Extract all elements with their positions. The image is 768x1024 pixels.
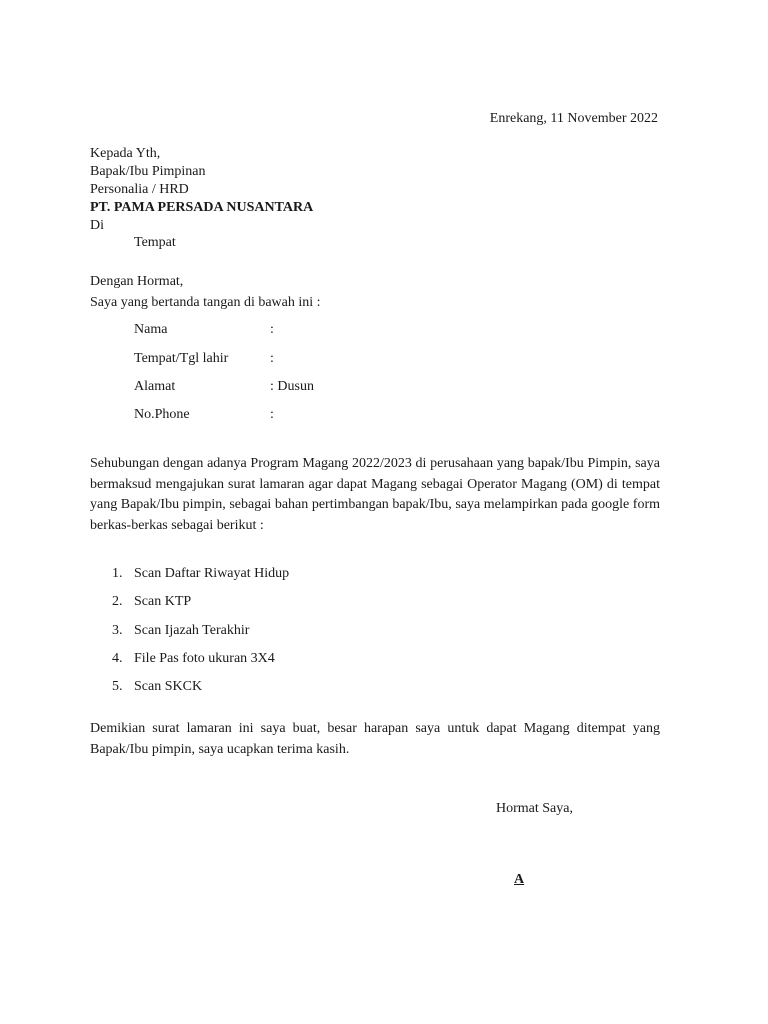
recipient-tempat: Tempat [134,235,176,250]
list-item-number: 2. [112,594,123,610]
field-label-ttl: Tempat/Tgl lahir [134,351,229,366]
recipient-line-2: Bapak/Ibu Pimpinan [90,164,206,179]
field-value-nama: : [270,322,274,337]
list-item-number: 1. [112,566,123,581]
list-item-text: Scan SKCK [134,679,203,695]
field-value-phone: : [270,407,274,422]
greeting: Dengan Hormat, [90,274,184,289]
letter-date: Enrekang, 11 November 2022 [489,111,658,126]
closing-paragraph: Demikian surat lamaran ini saya buat, besar harapan saya untuk dapat Magang ditempat yang Bapak/Ibu pimpin, saya ucapkan terima kasih. [90,721,660,757]
closing-salutation: Hormat Saya, [496,801,573,816]
body-paragraph: Sehubungan dengan adanya Program Magang 2022/2023 di perusahaan yang bapak/Ibu Pimpin, saya bermaksud mengajukan surat lamaran agar dapat Magang sebagai Operator Magang (OM) di tempat yang Bapak/Ibu pimpin, sebagai bahan pertimbangan bapak/Ibu, saya melampirkan pada google form berkas-berkas sebagai berikut : [90,456,660,533]
list-item-number: 3. [112,622,123,638]
field-value-ttl: : [270,351,274,366]
field-label-alamat: Alamat [134,379,176,394]
list-item-number: 4. [112,650,123,666]
list-item-text: File Pas foto ukuran 3X4 [134,650,275,666]
recipient-company: PT. PAMA PERSADA NUSANTARA [90,200,314,215]
list-item-text: Scan KTP [134,594,192,610]
list-item-text: Scan Daftar Riwayat Hidup [134,566,290,581]
field-label-phone: No.Phone [134,407,190,422]
field-label-nama: Nama [134,322,168,337]
signature-name: A [514,872,525,887]
list-item-text: Scan Ijazah Terakhir [134,622,250,638]
intro-line: Saya yang bertanda tangan di bawah ini : [90,295,321,310]
list-item-number: 5. [112,679,123,695]
field-value-alamat: : Dusun [270,379,314,394]
recipient-line-3: Personalia / HRD [90,182,189,197]
recipient-line-1: Kepada Yth, [90,146,161,161]
recipient-di: Di [90,218,104,233]
